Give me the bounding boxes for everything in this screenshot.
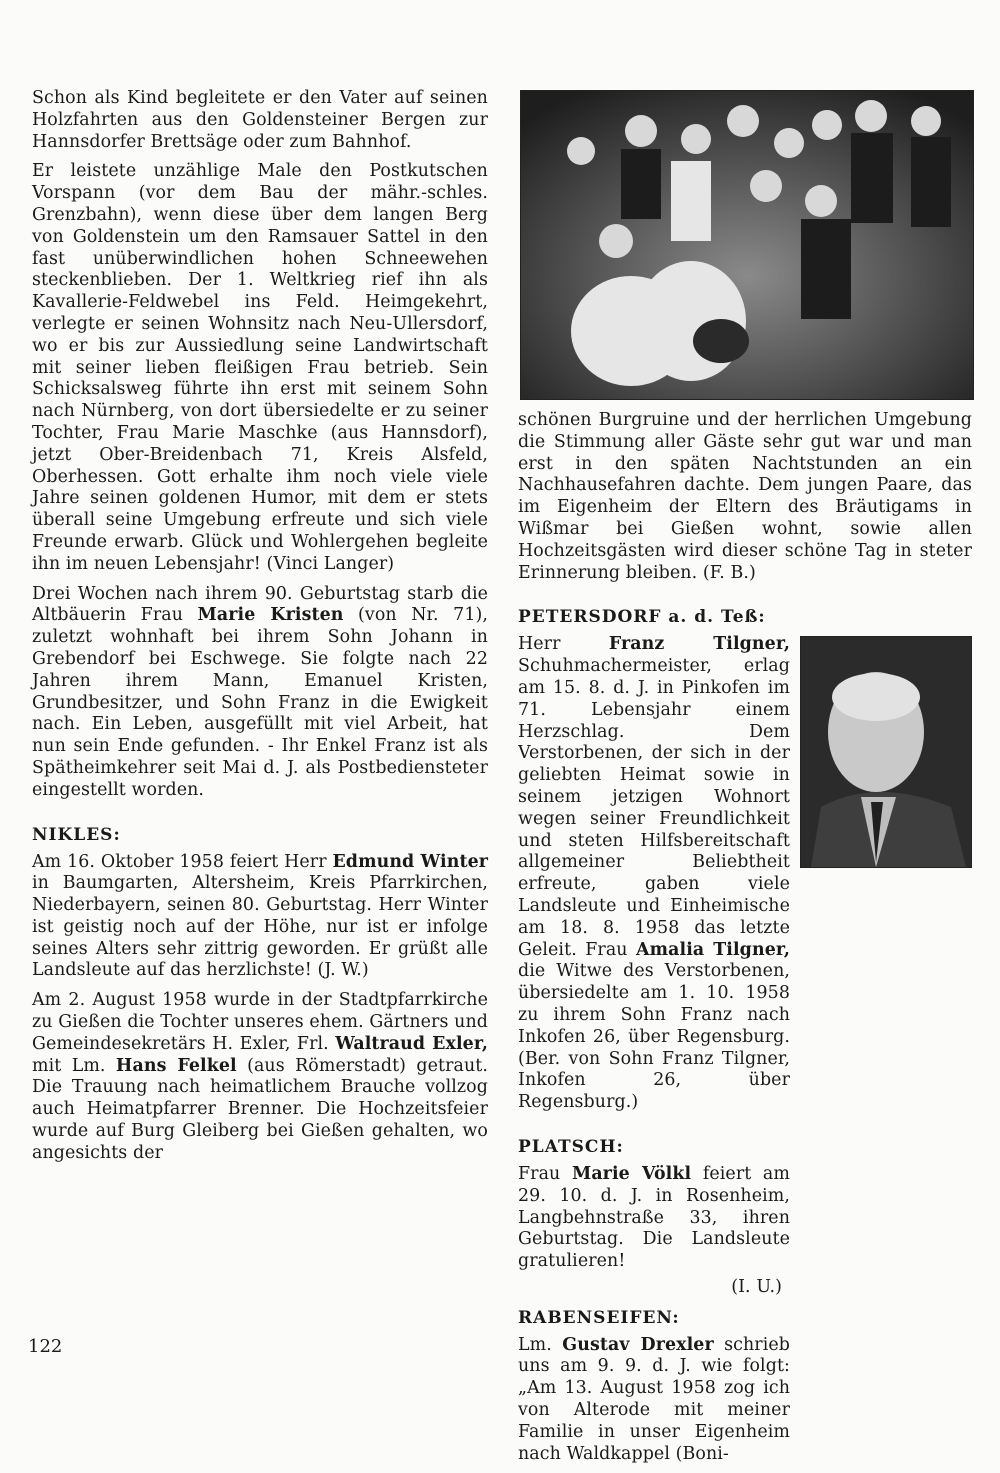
article-paragraph: Schon als Kind begleitete er den Vater auf seinen Holzfahrten aus den Goldensteiner Bergen zur Hannsdorfer Brettsäge oder zum Bahnhof.	[32, 88, 488, 152]
page-number: 122	[28, 1336, 63, 1357]
right-column	[518, 88, 972, 1473]
left-column	[32, 88, 488, 1173]
article-paragraph: schönen Burgruine und der herrlichen Umgebung die Stimmung aller Gäste sehr gut war und man erst in den späten Nachtstunden an ein Nachhausefahren dachte. Dem jungen Paare, das im Eigenheim der Eltern des Bräutigams in Wißmar bei Gießen wohnt, sowie allen Hochzeitsgästen wird dieser schöne Tag in steter Erinnerung bleiben. (F. B.)	[518, 410, 972, 583]
section-heading-rabenseifen: RABENSEIFEN:	[518, 1307, 680, 1328]
author-initials: (I. U.)	[731, 1276, 782, 1297]
wedding-group-photo	[520, 90, 974, 400]
birthday-winter: Am 16. Oktober 1958 feiert Herr Edmund Winter in Baumgarten, Altersheim, Kreis Pfarrkirchen, Niederbayern, seinen 80. Geburtstag. Herr Winter ist geistig noch auf der Höhe, nur ist er infolge seines Alters sehr zittrig geworden. Er grüßt alle Landsleute auf das herzlichste! (J. W.)	[32, 851, 488, 981]
portrait-photo	[800, 636, 972, 868]
wedding-exler: Am 2. August 1958 wurde in der Stadtpfarrkirche zu Gießen die Tochter unseres ehem. Gärtners und Gemeindesekretärs H. Exler, Frl. Waltraud Exler, mit Lm. Hans Felkel (aus Römerstadt) getraut. Die Trauung nach heimatlichem Brauche vollzog auch Heimatpfarrer Brenner. Die Hochzeitsfeier wurde auf Burg Gleiberg bei Gießen gehalten, wo angesichts der	[32, 990, 489, 1163]
birthday-voelkl: Frau Marie Völkl feiert am 29. 10. d. J. in Rosenheim, Langbehnstraße 33, ihren Geburtstag. Die Landsleute gratulieren!	[518, 1163, 790, 1272]
letter-drexler: Lm. Gustav Drexler schrieb uns am 9. 9. d. J. wie folgt: „Am 13. August 1958 zog ich von Alterode mit meiner Familie in unser Eigenheim nach Waldkappel (Boni-	[518, 1334, 790, 1464]
obituary-kristen: Drei Wochen nach ihrem 90. Geburtstag starb die Altbäuerin Frau Marie Kristen (von Nr. 71), zuletzt wohnhaft bei ihrem Sohn Johann in Grebendorf bei Eschwege. Sie folgte nach 22 Jahren ihrem Mann, Emanuel Kristen, Grundbesitzer, und Sohn Franz in die Ewigkeit nach. Ein Leben, ausgefüllt mit viel Arbeit, hat nun sein Ende gefunden. - Ihr Enkel Franz ist als Spätheimkehrer seit Mai d. J. als Postbediensteter eingestellt worden.	[32, 583, 488, 800]
obituary-tilgner: Herr Franz Tilgner, Schuhmachermeister, erlag am 15. 8. d. J. in Pinkofen im 71. Lebensjahr einem Herzschlag. Dem Verstorbenen, der sich in der geliebten Heimat sowie in seinem jetzigen Wohnort wegen seiner Freundlichkeit und steten Hilfsbereitschaft allgemeiner Beliebtheit erfreute, gaben viele Landsleute und Einheimische am 18. 8. 1958 das letzte Geleit. Frau Amalia Tilgner, die Witwe des Verstorbenen, übersiedelte am 1. 10. 1958 zu ihrem Sohn Franz nach Inkofen 26, über Regensburg. (Ber. von Sohn Franz Tilgner, Inkofen 26, über Regensburg.)	[518, 634, 790, 1113]
article-paragraph: Er leistete unzählige Male den Postkutschen Vorspann (vor dem Bau der mähr.-schles. Grenzbahn), wenn diese über dem langen Berg von Goldenstein um den Ramsauer Sattel in den fast unüberwindlichen hohen Schneewehen steckenblieben. Der 1. Weltkrieg rief ihn als Kavallerie-Feldwebel ins Feld. Heimgekehrt, verlegte er seinen Wohnsitz nach Neu-Ullersdorf, wo er bis zur Aussiedlung seine Landwirtschaft mit seiner lieben fleißigen Frau betrieb. Sein Schicksalsweg führte ihn erst mit seinem Sohn nach Nürnberg, von dort übersiedelte er zu seiner Tochter, Frau Marie Maschke (aus Hannsdorf), jetzt Ober-Breidenbach 71, Kreis Alsfeld, Oberhessen. Gott erhalte ihm noch viele viele Jahre seinen goldenen Humor, mit dem er stets überall seine Umgebung erfreute und sich viele Freunde erwarb. Glück und Wohlergehen begleite ihn im neuen Lebensjahr! (Vinci Langer)	[32, 161, 488, 574]
section-heading-petersdorf: PETERSDORF a. d. Teß:	[518, 607, 766, 628]
section-heading-nikles: NIKLES:	[32, 824, 121, 845]
section-heading-platsch: PLATSCH:	[518, 1136, 624, 1157]
